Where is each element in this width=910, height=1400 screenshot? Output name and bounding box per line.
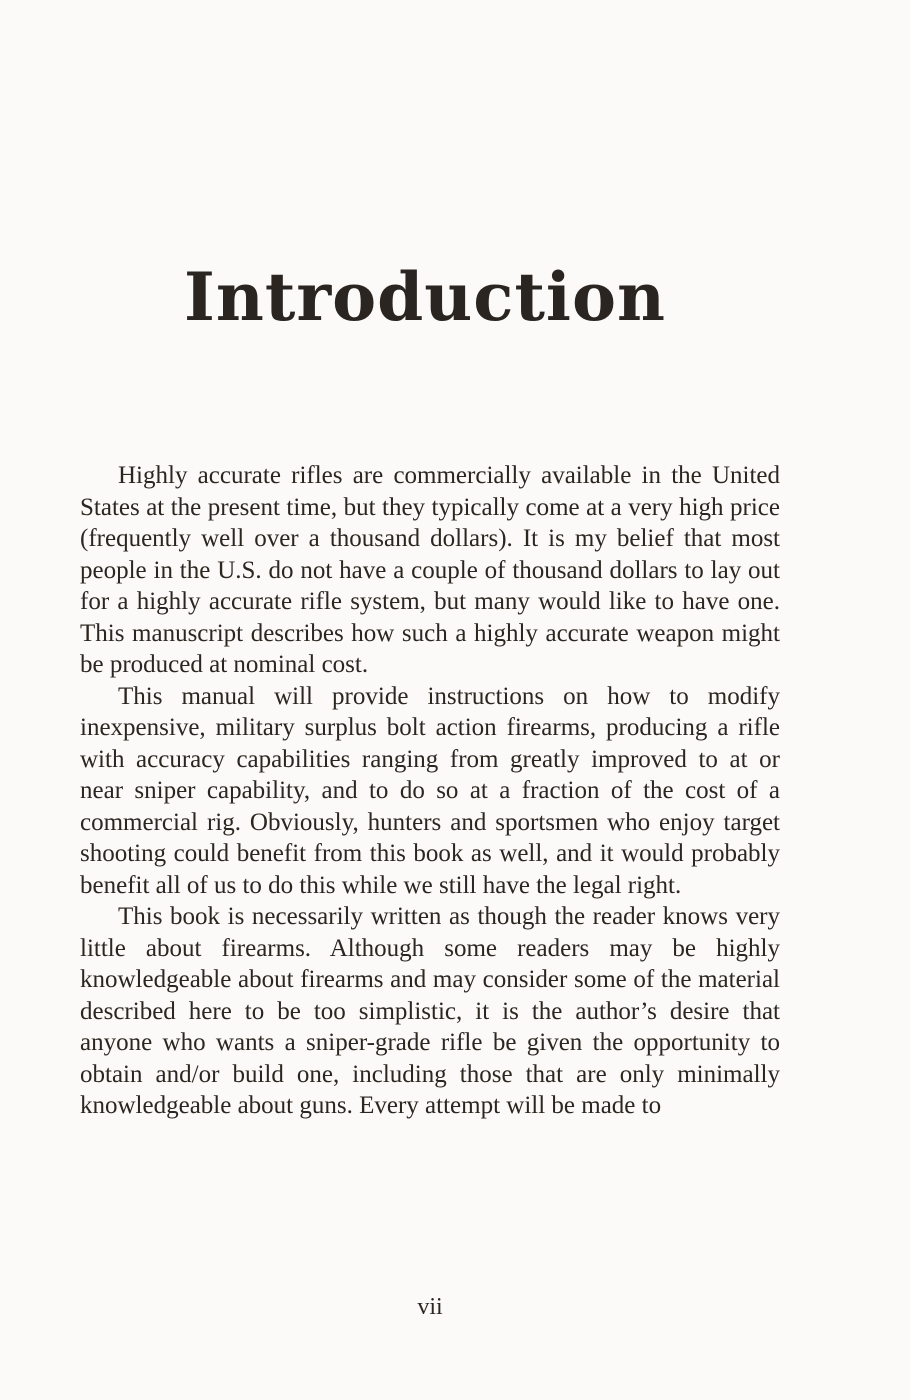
paragraph-2: This manual will provide instructions on how to modify inexpensive, military surplus bolt action firearms, producing a rifle with accuracy capabilities ranging from greatly improved to at or near sniper capability, and to do so at a fraction of the cost of a commercial rig. Obviously, hunters and sportsmen who enjoy target shooting could benefit from this book as well, and it would probably benefit all of us to do this while we still have the legal right.: [80, 682, 780, 899]
body-text: [80, 460, 780, 1122]
page-number: vii: [417, 1294, 443, 1320]
paragraph-1: Highly accurate rifles are commercially available in the United States at the present time, but they typically come at a very high price (frequently well over a thousand dollars). It is my belief that most people in the U.S. do not have a couple of thousand dollars to lay out for a highly accurate rifle system, but many would like to have one. This manuscript describes how such a highly accurate weapon might be produced at nominal cost.: [80, 462, 780, 678]
paragraph-3: This book is necessarily written as though the reader knows very little about firearms. Although some readers may be highly knowledgeable about firearms and may consider some of the material described here to be too simplistic, it is the author’s desire that anyone who wants a sniper-grade rifle be given the opportunity to obtain and/or build one, including those that are only minimally knowledgeable about guns. Every attempt will be made to: [80, 903, 780, 1119]
chapter-title: Introduction: [183, 258, 667, 336]
